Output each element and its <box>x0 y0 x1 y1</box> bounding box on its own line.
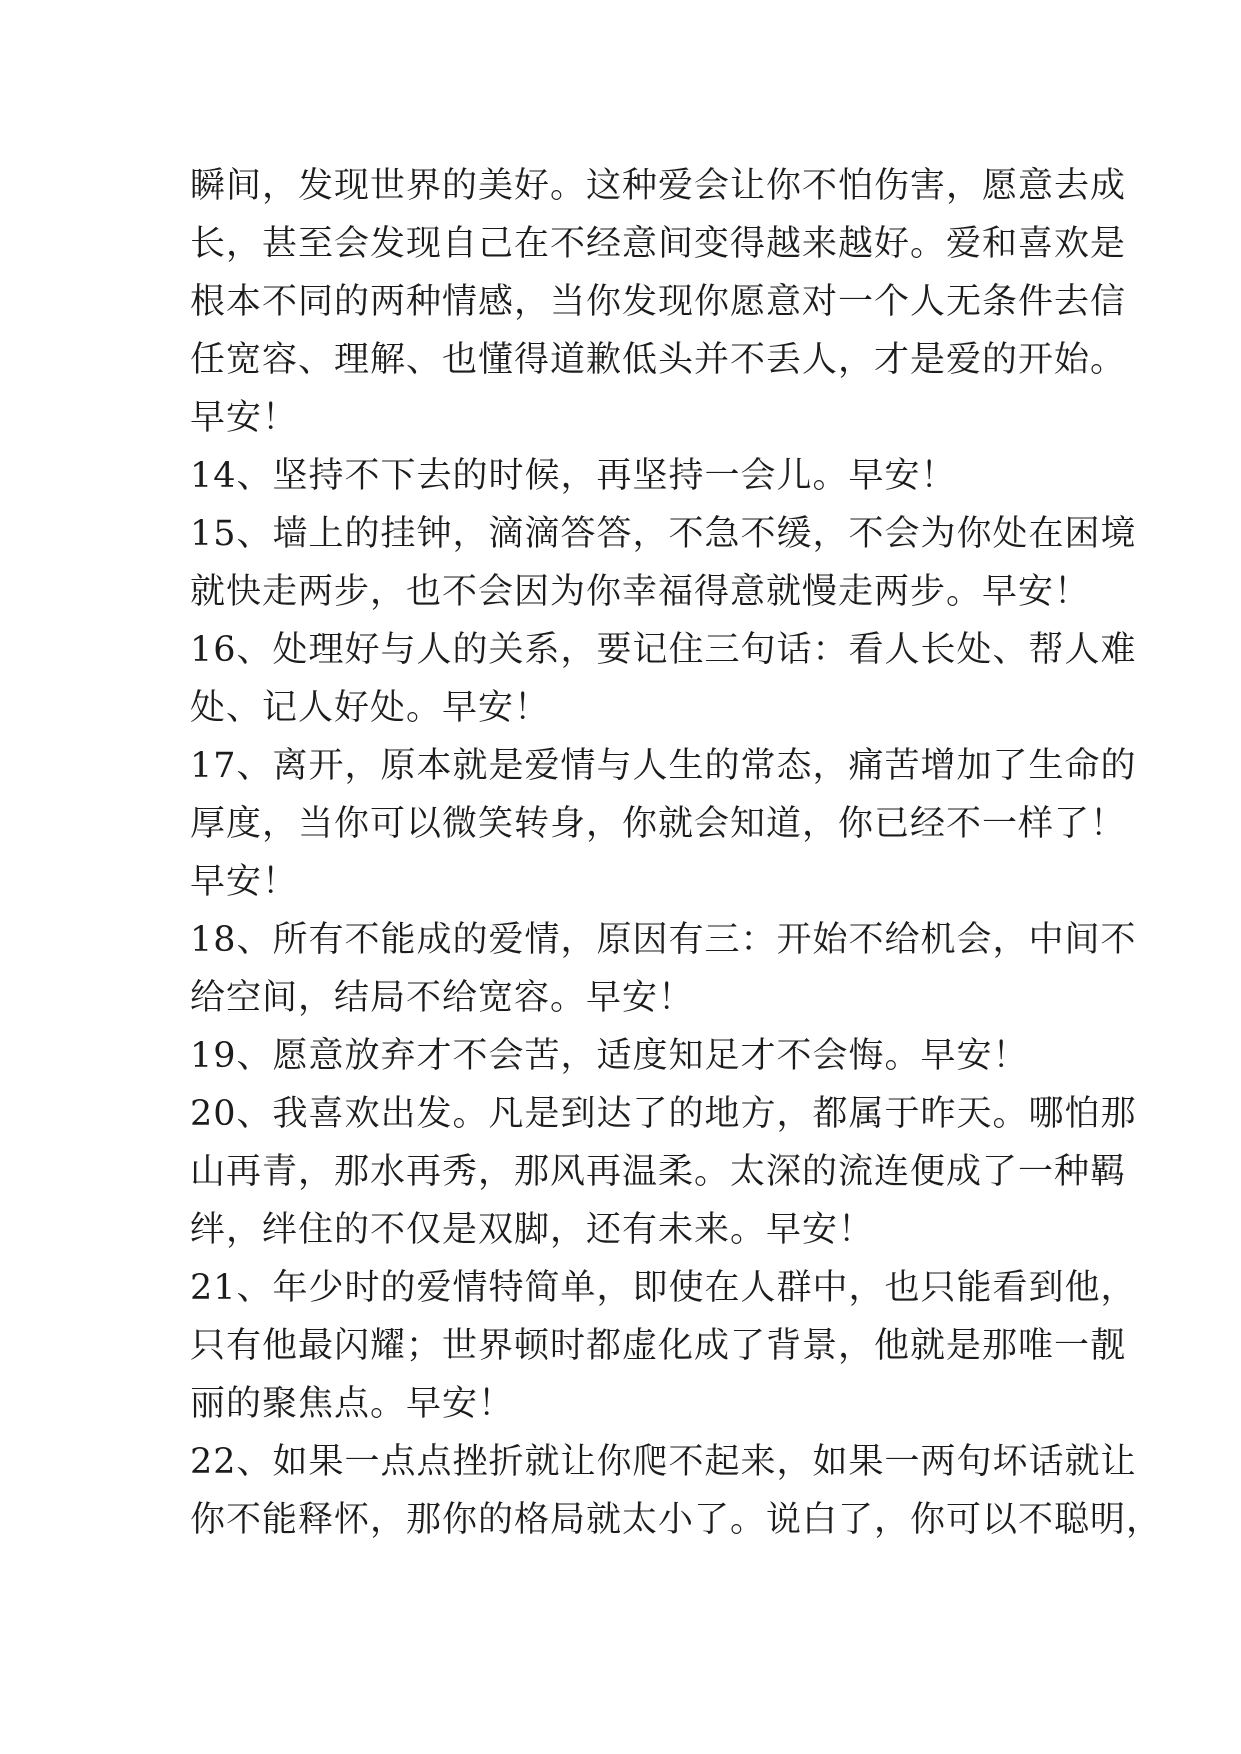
text-line: 任宽容、理解、也懂得道歉低头并不丢人，才是爱的开始。 <box>190 340 1127 380</box>
text-line: 早安！ <box>190 398 299 438</box>
text-line: 21、年少时的爱情特简单，即使在人群中，也只能看到他， <box>190 1268 1137 1308</box>
text-line: 18、所有不能成的爱情，原因有三：开始不给机会，中间不 <box>190 920 1137 960</box>
text-line: 根本不同的两种情感，当你发现你愿意对一个人无条件去信 <box>190 282 1127 322</box>
text-line: 早安！ <box>190 862 299 902</box>
text-line: 19、愿意放弃才不会苦，适度知足才不会悔。早安！ <box>190 1036 1029 1076</box>
text-line: 长，甚至会发现自己在不经意间变得越来越好。爱和喜欢是 <box>190 224 1127 264</box>
text-line: 处、记人好处。早安！ <box>190 688 551 728</box>
text-line: 给空间，结局不给宽容。早安！ <box>190 978 695 1018</box>
text-line: 14、坚持不下去的时候，再坚持一会儿。早安！ <box>190 456 957 496</box>
text-line: 你不能释怀，那你的格局就太小了。说白了，你可以不聪明， <box>190 1500 1163 1540</box>
text-line: 山再青，那水再秀，那风再温柔。太深的流连便成了一种羁 <box>190 1152 1127 1192</box>
text-line: 就快走两步，也不会因为你幸福得意就慢走两步。早安！ <box>190 572 1091 612</box>
text-line: 绊，绊住的不仅是双脚，还有未来。早安！ <box>190 1210 875 1250</box>
text-line: 厚度，当你可以微笑转身，你就会知道，你已经不一样了！ <box>190 804 1127 844</box>
text-line: 22、如果一点点挫折就让你爬不起来，如果一两句坏话就让 <box>190 1442 1137 1482</box>
text-line: 瞬间，发现世界的美好。这种爱会让你不怕伤害，愿意去成 <box>190 166 1127 206</box>
text-line: 20、我喜欢出发。凡是到达了的地方，都属于昨天。哪怕那 <box>190 1094 1137 1134</box>
text-line: 16、处理好与人的关系，要记住三句话：看人长处、帮人难 <box>190 630 1137 670</box>
text-line: 15、墙上的挂钟，滴滴答答，不急不缓，不会为你处在困境 <box>190 514 1137 554</box>
text-line: 17、离开，原本就是爱情与人生的常态，痛苦增加了生命的 <box>190 746 1137 786</box>
text-line: 丽的聚焦点。早安！ <box>190 1384 515 1424</box>
text-line: 只有他最闪耀；世界顿时都虚化成了背景，他就是那唯一靓 <box>190 1326 1127 1366</box>
